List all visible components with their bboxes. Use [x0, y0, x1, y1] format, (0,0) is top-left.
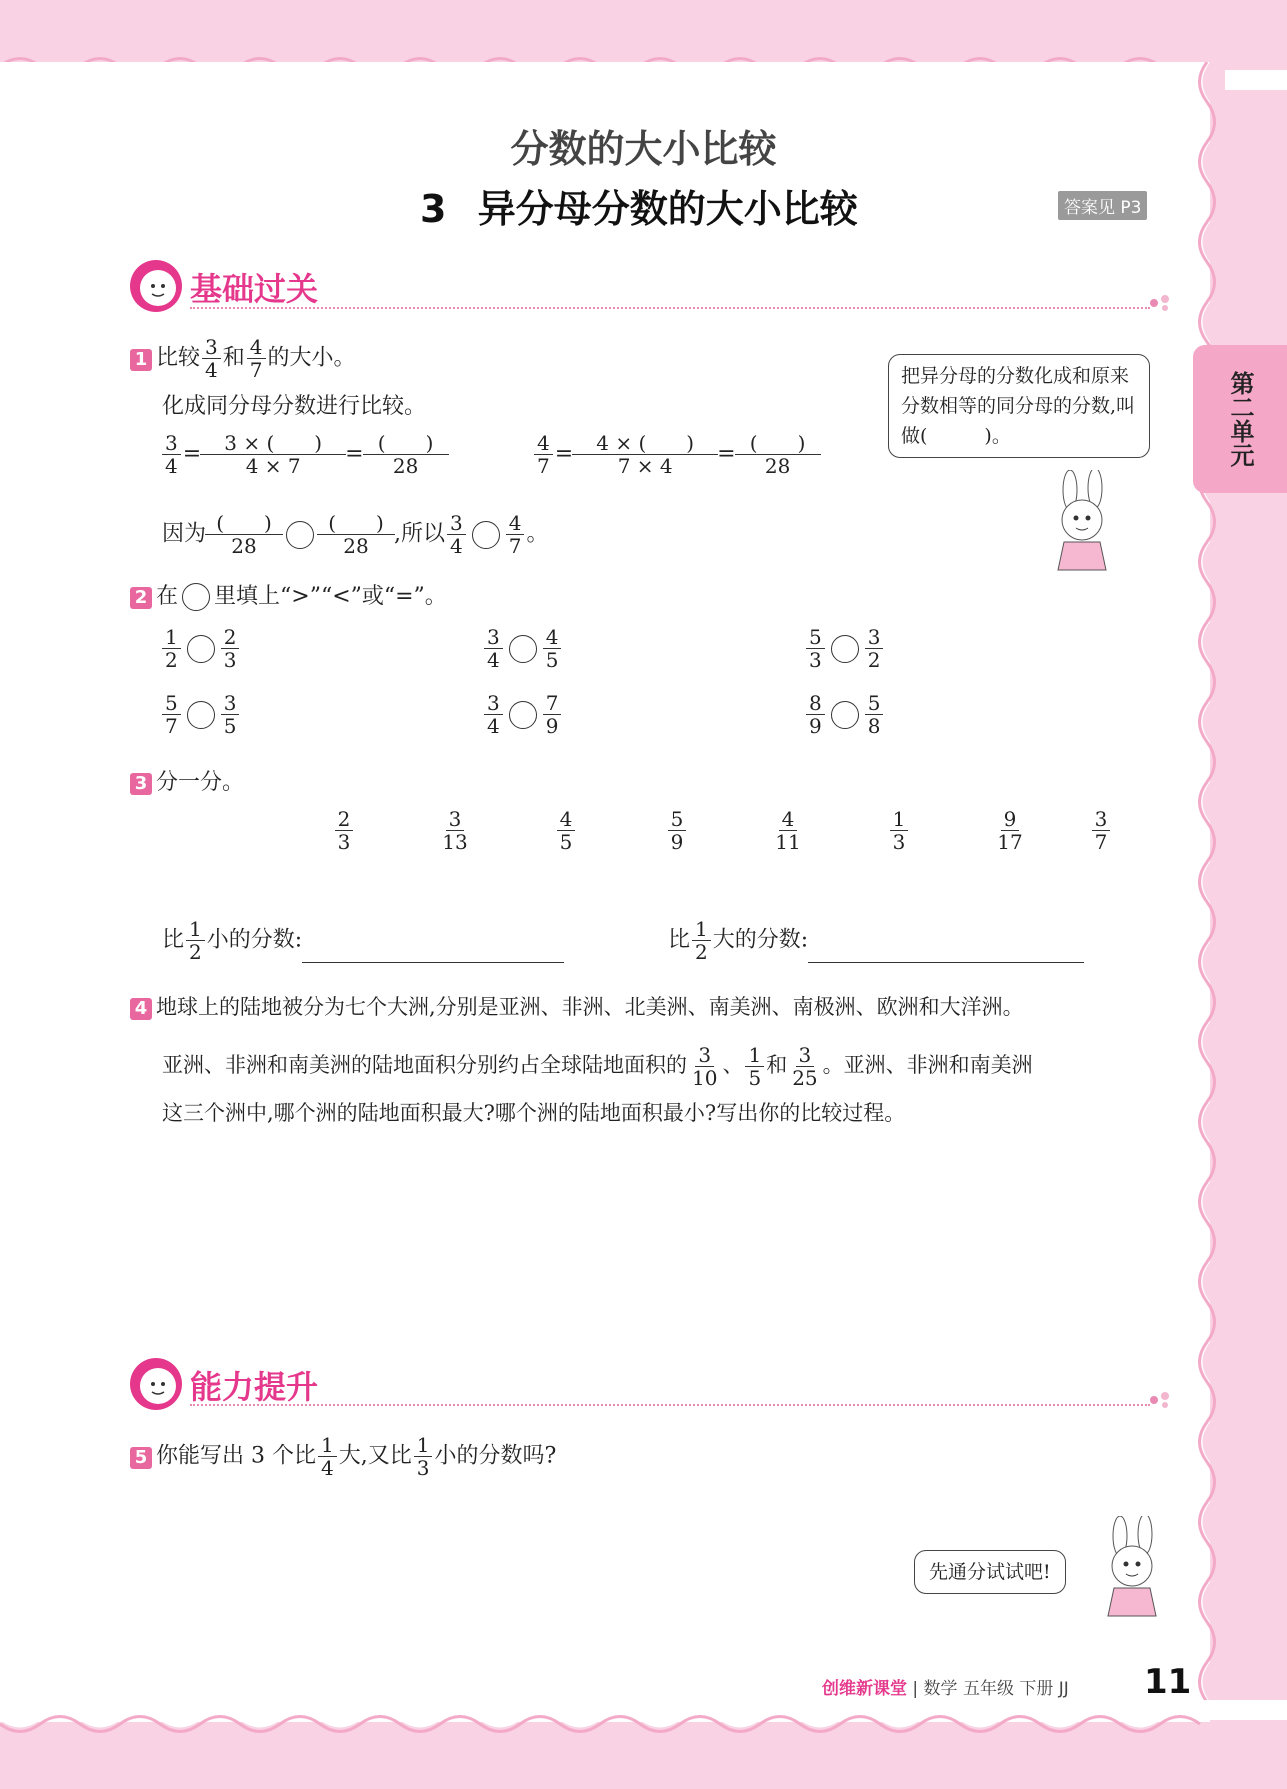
question-5-number: 5	[130, 1447, 152, 1469]
unit-side-tab	[1193, 345, 1287, 493]
compare-circle-sample	[182, 583, 210, 611]
fraction: $\frac{3}{4}$	[202, 336, 221, 381]
footer-brand: 创维新课堂	[822, 1679, 907, 1699]
q1-intro-end: 的大小。	[267, 345, 356, 371]
rabbit-mascot-icon	[1040, 470, 1130, 580]
question-1-number: 1	[130, 349, 152, 371]
compare-circle[interactable]	[187, 635, 215, 663]
compare-circle[interactable]	[472, 521, 500, 549]
question-4: 4 地球上的陆地被分为七个大洲,分别是亚洲、非洲、北美洲、南美洲、南极洲、欧洲和大洋洲。	[130, 992, 1024, 1022]
girl-avatar-icon	[128, 1356, 184, 1412]
footer-edition: JJ	[1058, 1679, 1069, 1699]
page-number: 11	[1144, 1662, 1192, 1702]
compare-circle[interactable]	[187, 701, 215, 729]
right-wave-border	[1195, 62, 1225, 1722]
lesson-number: 3	[420, 187, 447, 231]
question-5: 5 你能写出 3 个比 $\frac{1}{4}$ 大,又比 $\frac{1}{3}$ 小的分数吗?	[130, 1434, 556, 1479]
compare-circle[interactable]	[286, 521, 314, 549]
q4-answer-area[interactable]	[162, 1140, 1162, 1300]
question-3: 3 分一分。	[130, 768, 244, 798]
hint-speech-bubble-2: 先通分试试吧!	[914, 1550, 1066, 1594]
fraction: $\frac{1}{3}$	[849, 808, 949, 853]
q2-item: $\frac{1}{2}$ $\frac{2}{3}$	[160, 626, 241, 671]
fraction: $\frac{4}{11}$	[775, 807, 801, 854]
fraction: $\frac{5}{9}$	[627, 808, 727, 853]
q1-instruction: 化成同分母分数进行比较。	[162, 394, 427, 419]
q2-item: $\frac{3}{4}$ $\frac{7}{9}$	[482, 692, 563, 737]
q1-intro: 比较	[156, 345, 201, 371]
footer-grade: 五年级	[962, 1679, 1014, 1699]
page-title: 分数的大小比较	[510, 127, 777, 171]
q4-line-2: 亚洲、非洲和南美洲的陆地面积分别约占全球陆地面积的 $\frac{3}{10}$ 、 $\frac{1}{5}$ 和 $\frac{3}{25}$ 。亚洲、非洲和南美洲	[162, 1043, 1033, 1090]
q4-line-3: 这三个洲中,哪个洲的陆地面积最大?哪个洲的陆地面积最小?写出你的比较过程。	[162, 1101, 906, 1125]
blank-fraction[interactable]: $\frac{( )}{28}$	[738, 432, 818, 477]
q2-item: $\frac{3}{4}$ $\frac{4}{5}$	[482, 626, 563, 671]
question-2: 2 在 里填上“>”“<”或“=”。	[130, 582, 447, 612]
blank-fraction[interactable]: $\frac{( )}{28}$	[208, 512, 280, 557]
q2-item: $\frac{8}{9}$ $\frac{5}{8}$	[804, 692, 885, 737]
q1-equation-1: $\frac{3}{4}$ = $\frac{3 \times ( )}{4 \times 7}$ = $\frac{( )}{28}$	[160, 432, 448, 477]
fraction: $\frac{2}{3}$	[294, 808, 394, 853]
rabbit-mascot-icon	[1090, 1516, 1180, 1626]
q3-fraction-list	[292, 808, 1133, 853]
unit-tab-label: 第二单元	[1226, 371, 1254, 467]
section-advanced-divider	[190, 1404, 1150, 1406]
q2-item: $\frac{5}{7}$ $\frac{3}{5}$	[160, 692, 241, 737]
answer-reference-badge: 答案见 P3	[1058, 191, 1147, 220]
answer-line-greater[interactable]	[808, 936, 1084, 963]
question-1	[130, 336, 356, 381]
fraction: $\frac{4}{7}$	[247, 336, 266, 381]
decor-dots-icon	[1148, 293, 1176, 313]
compare-circle[interactable]	[831, 635, 859, 663]
q1-conclusion: 因为 $\frac{( )}{28}$ $\frac{( )}{28}$ ,所以 $\frac{3}{4}$ $\frac{4}{7}$ 。	[162, 511, 549, 558]
section-basic-title: 基础过关	[190, 270, 319, 308]
q5-answer-area[interactable]	[162, 1480, 862, 1620]
section-advanced-title: 能力提升	[190, 1368, 319, 1406]
hint-speech-bubble: 把异分母的分数化成和原来分数相等的同分母的分数,叫做( )。	[888, 354, 1150, 458]
bottom-wave-border	[0, 1700, 1287, 1760]
lesson-title	[420, 178, 858, 233]
blank-fraction[interactable]: $\frac{4 \times ( )}{7 \times 4}$	[575, 432, 715, 477]
q1-equation-2: $\frac{4}{7}$ = $\frac{4 \times ( )}{7 \times 4}$ = $\frac{( )}{28}$	[532, 432, 820, 477]
girl-avatar-icon	[128, 258, 184, 314]
fraction: $\frac{4}{5}$	[516, 808, 616, 853]
footer-volume: 下册	[1019, 1679, 1054, 1699]
lesson-subtitle: 异分母分数的大小比较	[477, 187, 858, 231]
fraction: $\frac{3}{13}$	[442, 807, 468, 854]
compare-circle[interactable]	[509, 701, 537, 729]
blank-fraction[interactable]: $\frac{( )}{28}$	[320, 512, 392, 557]
q2-item: $\frac{5}{3}$ $\frac{3}{2}$	[804, 626, 885, 671]
compare-circle[interactable]	[509, 635, 537, 663]
answer-line-less[interactable]	[302, 936, 564, 963]
q3-less-than-half: 比 $\frac{1}{2}$ 小的分数:	[162, 918, 564, 963]
fraction: $\frac{3}{7}$	[1071, 808, 1131, 853]
footer-subject: 数学	[923, 1679, 958, 1699]
section-basic-divider	[190, 307, 1150, 309]
question-4-number: 4	[130, 998, 152, 1020]
fraction: $\frac{9}{17}$	[997, 807, 1023, 854]
blank-fraction[interactable]: $\frac{3 \times ( )}{4 \times 7}$	[203, 432, 343, 477]
question-2-number: 2	[130, 587, 152, 609]
compare-circle[interactable]	[831, 701, 859, 729]
blank-fraction[interactable]: $\frac{( )}{28}$	[366, 432, 446, 477]
q3-greater-than-half: 比 $\frac{1}{2}$ 大的分数:	[668, 918, 1084, 963]
footer-separator: |	[912, 1679, 919, 1699]
decor-dots-icon	[1148, 1390, 1176, 1410]
question-3-number: 3	[130, 773, 152, 795]
footer-info	[822, 1674, 1069, 1699]
q1-and: 和	[222, 345, 245, 371]
